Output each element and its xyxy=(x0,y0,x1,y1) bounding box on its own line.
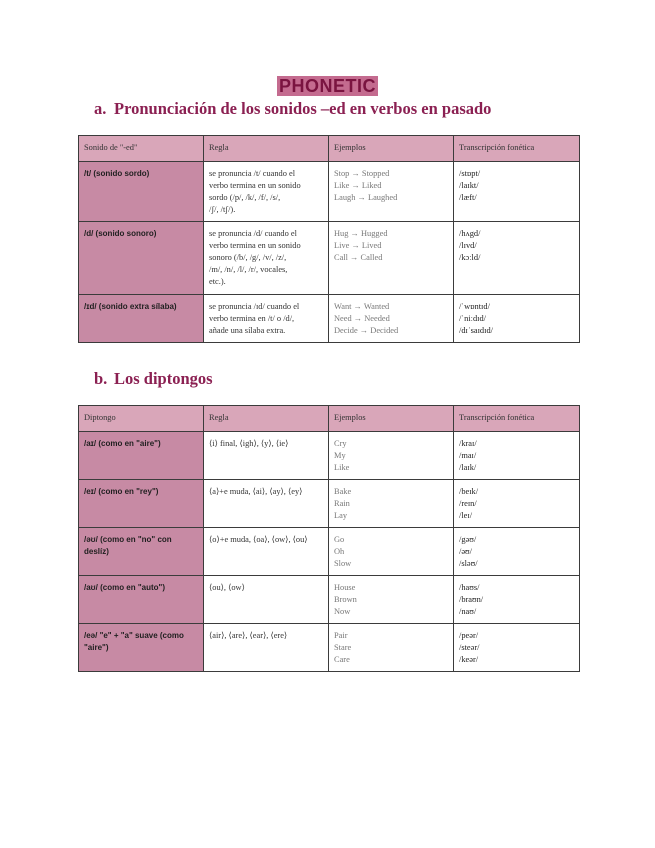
transcription-line: /naʊ/ xyxy=(459,607,477,616)
transcription-line: /laɪk/ xyxy=(459,463,477,472)
transcription-line: /peər/ xyxy=(459,631,479,640)
example-line: Stop → Stopped xyxy=(334,169,390,178)
row-label: /d/ (sonido sonoro) xyxy=(79,222,204,295)
example-line: Go xyxy=(334,535,345,544)
rule-line: se pronuncia /d/ cuando el xyxy=(209,229,297,238)
rule-cell xyxy=(204,480,329,528)
example-line: Call → Called xyxy=(334,253,383,262)
diphthongs-table xyxy=(78,405,580,672)
rule-cell xyxy=(204,162,329,222)
rule-cell xyxy=(204,624,329,672)
transcription-line: /gəʊ/ xyxy=(459,535,477,544)
example-line: Now xyxy=(334,607,351,616)
rule-cell xyxy=(204,295,329,343)
transcription-line: /reɪn/ xyxy=(459,499,477,508)
column-header: Sonido de "-ed" xyxy=(79,136,204,162)
example-line: Slow xyxy=(334,559,352,568)
transcription-cell xyxy=(454,576,580,624)
transcription-cell xyxy=(454,480,580,528)
table-row xyxy=(79,295,580,343)
transcription-line: /steər/ xyxy=(459,643,480,652)
ed-table-body xyxy=(79,162,580,343)
page-title xyxy=(0,76,655,97)
transcription-cell xyxy=(454,222,580,295)
rule-cell xyxy=(204,222,329,295)
rule-line: se pronuncia /ɪd/ cuando el xyxy=(209,302,300,311)
example-line: Pair xyxy=(334,631,348,640)
example-line: Like xyxy=(334,463,350,472)
table-row xyxy=(79,576,580,624)
rule-line: /ʃ/, /tʃ/). xyxy=(209,205,236,214)
diphthongs-table-body xyxy=(79,432,580,672)
column-header: Transcripción fonética xyxy=(454,406,580,432)
rule-line: ⟨ou⟩, ⟨ow⟩ xyxy=(209,583,245,592)
example-line: Decide → Decided xyxy=(334,326,399,335)
rule-line: ⟨air⟩, ⟨are⟩, ⟨ear⟩, ⟨ere⟩ xyxy=(209,631,288,640)
row-label: /eɪ/ (como en "rey") xyxy=(79,480,204,528)
rule-line: /m/, /n/, /l/, /r/, vocales, xyxy=(209,265,288,274)
example-line: Brown xyxy=(334,595,357,604)
transcription-line: /kraɪ/ xyxy=(459,439,477,448)
examples-cell xyxy=(329,432,454,480)
table-row xyxy=(79,624,580,672)
example-line: Lay xyxy=(334,511,348,520)
transcription-line: /lɪvd/ xyxy=(459,241,477,250)
rule-line: ⟨o⟩+e muda, ⟨oa⟩, ⟨ow⟩, ⟨ou⟩ xyxy=(209,535,308,544)
example-line: Need → Needed xyxy=(334,314,390,323)
rule-cell xyxy=(204,576,329,624)
rule-cell xyxy=(204,432,329,480)
rule-line: verbo termina en un sonido xyxy=(209,181,301,190)
column-header: Diptongo xyxy=(79,406,204,432)
example-line: Stare xyxy=(334,643,352,652)
transcription-line: /braʊn/ xyxy=(459,595,484,604)
transcription-cell xyxy=(454,432,580,480)
column-header: Ejemplos xyxy=(329,406,454,432)
transcription-cell xyxy=(454,162,580,222)
rule-line: añade una sílaba extra. xyxy=(209,326,286,335)
table-row xyxy=(79,162,580,222)
rule-line: verbo termina en /t/ o /d/, xyxy=(209,314,295,323)
example-line: Oh xyxy=(334,547,345,556)
transcription-line: /sləʊ/ xyxy=(459,559,478,568)
transcription-line: /əʊ/ xyxy=(459,547,472,556)
example-line: Live → Lived xyxy=(334,241,382,250)
rule-line: verbo termina en un sonido xyxy=(209,241,301,250)
section-a-heading xyxy=(94,99,491,119)
transcription-line: /keər/ xyxy=(459,655,479,664)
transcription-cell xyxy=(454,295,580,343)
row-label: /t/ (sonido sordo) xyxy=(79,162,204,222)
transcription-line: /stɒpt/ xyxy=(459,169,481,178)
examples-cell xyxy=(329,624,454,672)
table-row xyxy=(79,480,580,528)
table-header-row xyxy=(79,406,580,432)
example-line: Cry xyxy=(334,439,347,448)
rule-line: sonoro (/b/, /g/, /v/, /z/, xyxy=(209,253,287,262)
transcription-cell xyxy=(454,528,580,576)
column-header: Ejemplos xyxy=(329,136,454,162)
rule-line: ⟨i⟩ final, ⟨igh⟩, ⟨y⟩, ⟨ie⟩ xyxy=(209,439,289,448)
row-label: /əʊ/ (como en "no" con deslíz) xyxy=(79,528,204,576)
section-b-heading xyxy=(94,369,213,389)
transcription-line: /laɪkt/ xyxy=(459,181,479,190)
transcription-cell xyxy=(454,624,580,672)
table-header-row xyxy=(79,136,580,162)
transcription-line: /dɪˈsaɪdɪd/ xyxy=(459,326,493,335)
page-title-text: PHONETIC xyxy=(278,76,376,96)
example-line: Hug → Hugged xyxy=(334,229,388,238)
example-line: My xyxy=(334,451,346,460)
example-line: Like → Liked xyxy=(334,181,382,190)
example-line: Bake xyxy=(334,487,352,496)
transcription-line: /læft/ xyxy=(459,193,477,202)
transcription-line: /haʊs/ xyxy=(459,583,480,592)
section-b-letter: b. xyxy=(94,369,108,388)
table-row xyxy=(79,432,580,480)
row-label: /aʊ/ (como en "auto") xyxy=(79,576,204,624)
column-header: Regla xyxy=(204,406,329,432)
transcription-line: /leɪ/ xyxy=(459,511,473,520)
example-line: House xyxy=(334,583,356,592)
row-label: /eə/ "e" + "a" suave (como "aire") xyxy=(79,624,204,672)
rule-line: ⟨a⟩+e muda, ⟨ai⟩, ⟨ay⟩, ⟨ey⟩ xyxy=(209,487,303,496)
rule-cell xyxy=(204,528,329,576)
transcription-line: /kɔːld/ xyxy=(459,253,481,262)
section-b-heading-text: Los diptongos xyxy=(114,369,213,388)
transcription-line: /hʌgd/ xyxy=(459,229,481,238)
rule-line: sordo (/p/, /k/, /f/, /s/, xyxy=(209,193,281,202)
row-label: /aɪ/ (como en "aire") xyxy=(79,432,204,480)
transcription-line: /beɪk/ xyxy=(459,487,479,496)
examples-cell xyxy=(329,576,454,624)
transcription-line: /maɪ/ xyxy=(459,451,477,460)
column-header: Transcripción fonética xyxy=(454,136,580,162)
examples-cell xyxy=(329,528,454,576)
transcription-line: /ˈwɒntɪd/ xyxy=(459,302,490,311)
column-header: Regla xyxy=(204,136,329,162)
ed-pronunciation-table xyxy=(78,135,580,343)
table-row xyxy=(79,528,580,576)
rule-line: se pronuncia /t/ cuando el xyxy=(209,169,296,178)
examples-cell xyxy=(329,480,454,528)
section-a-heading-text: Pronunciación de los sonidos –ed en verbos en pasado xyxy=(114,99,492,118)
table-row xyxy=(79,222,580,295)
example-line: Laugh → Laughed xyxy=(334,193,398,202)
examples-cell xyxy=(329,222,454,295)
transcription-line: /ˈniːdɪd/ xyxy=(459,314,486,323)
example-line: Rain xyxy=(334,499,350,508)
example-line: Care xyxy=(334,655,350,664)
examples-cell xyxy=(329,162,454,222)
examples-cell xyxy=(329,295,454,343)
row-label: /ɪd/ (sonido extra sílaba) xyxy=(79,295,204,343)
example-line: Want → Wanted xyxy=(334,302,390,311)
section-a-letter: a. xyxy=(94,99,107,118)
rule-line: etc.). xyxy=(209,277,226,286)
